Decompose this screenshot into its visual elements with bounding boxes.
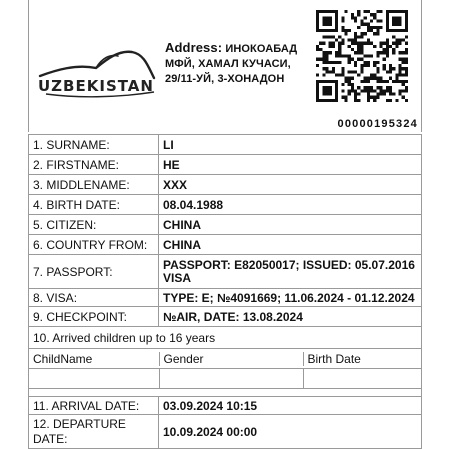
registration-form bbox=[28, 134, 422, 449]
left-border bbox=[28, 0, 29, 132]
table-row bbox=[29, 195, 422, 215]
field-label: 1. SURNAME: bbox=[29, 135, 159, 155]
qr-code bbox=[316, 10, 408, 102]
table-row bbox=[29, 397, 422, 415]
arrival-value: 03.09.2024 10:15 bbox=[159, 397, 422, 415]
table-row bbox=[29, 369, 422, 389]
field-value: XXX bbox=[159, 175, 422, 195]
table-row bbox=[29, 255, 422, 289]
field-label: 6. COUNTRY FROM: bbox=[29, 235, 159, 255]
field-value: LI bbox=[159, 135, 422, 155]
field-label: 4. BIRTH DATE: bbox=[29, 195, 159, 215]
field-label: 2. FIRSTNAME: bbox=[29, 155, 159, 175]
field-value: 08.04.1988 bbox=[159, 195, 422, 215]
table-row bbox=[29, 175, 422, 195]
address-line-1: ИНОКОАБАД bbox=[225, 43, 298, 55]
departure-label-line1: 12. DEPARTURE bbox=[33, 416, 126, 431]
address-line-2: МФЙ, ХАМАЛ КУЧАСИ, bbox=[165, 58, 291, 70]
col-birthdate: Birth Date bbox=[307, 351, 361, 366]
table-row bbox=[29, 289, 422, 307]
children-title: 10. Arrived children up to 16 years bbox=[29, 327, 422, 349]
field-value: №AIR, DATE: 13.08.2024 bbox=[159, 307, 422, 327]
field-value: HE bbox=[159, 155, 422, 175]
table-row bbox=[29, 235, 422, 255]
right-border bbox=[421, 0, 422, 132]
address-label: Address: bbox=[165, 40, 223, 55]
uzbekistan-logo bbox=[36, 44, 160, 100]
field-label: 3. MIDDLENAME: bbox=[29, 175, 159, 195]
table-row bbox=[29, 327, 422, 349]
table-row bbox=[29, 135, 422, 155]
field-value: PASSPORT: E82050017; ISSUED: 05.07.2016 VISA bbox=[159, 255, 422, 289]
children-empty-row bbox=[29, 369, 421, 388]
table-row bbox=[29, 415, 422, 449]
field-value: CHINA bbox=[159, 235, 422, 255]
field-label: 8. VISA: bbox=[29, 289, 159, 307]
serial-number: 00000195324 bbox=[337, 118, 418, 130]
children-header bbox=[29, 352, 421, 366]
departure-label-line2: DATE: bbox=[33, 431, 68, 446]
table-row bbox=[29, 215, 422, 235]
table-row bbox=[29, 349, 422, 369]
field-value: CHINA bbox=[159, 215, 422, 235]
field-label: 7. PASSPORT: bbox=[29, 255, 159, 289]
col-childname: ChildName bbox=[29, 352, 159, 366]
table-row bbox=[29, 307, 422, 327]
arrival-label: 11. ARRIVAL DATE: bbox=[29, 397, 159, 415]
field-label: 5. CITIZEN: bbox=[29, 215, 159, 235]
field-label: 9. CHECKPOINT: bbox=[29, 307, 159, 327]
logo-text: UZBEKISTAN bbox=[38, 77, 154, 95]
departure-value: 10.09.2024 00:00 bbox=[159, 415, 422, 449]
col-gender: Gender bbox=[159, 352, 303, 366]
field-value: TYPE: E; №4091669; 11.06.2024 - 01.12.2024 bbox=[159, 289, 422, 307]
departure-label bbox=[29, 415, 159, 449]
spacer-row bbox=[29, 389, 422, 397]
address-block bbox=[165, 40, 325, 87]
table-row bbox=[29, 155, 422, 175]
address-line-3: 29/11-УЙ, 3-ХОНАДОН bbox=[165, 73, 285, 85]
